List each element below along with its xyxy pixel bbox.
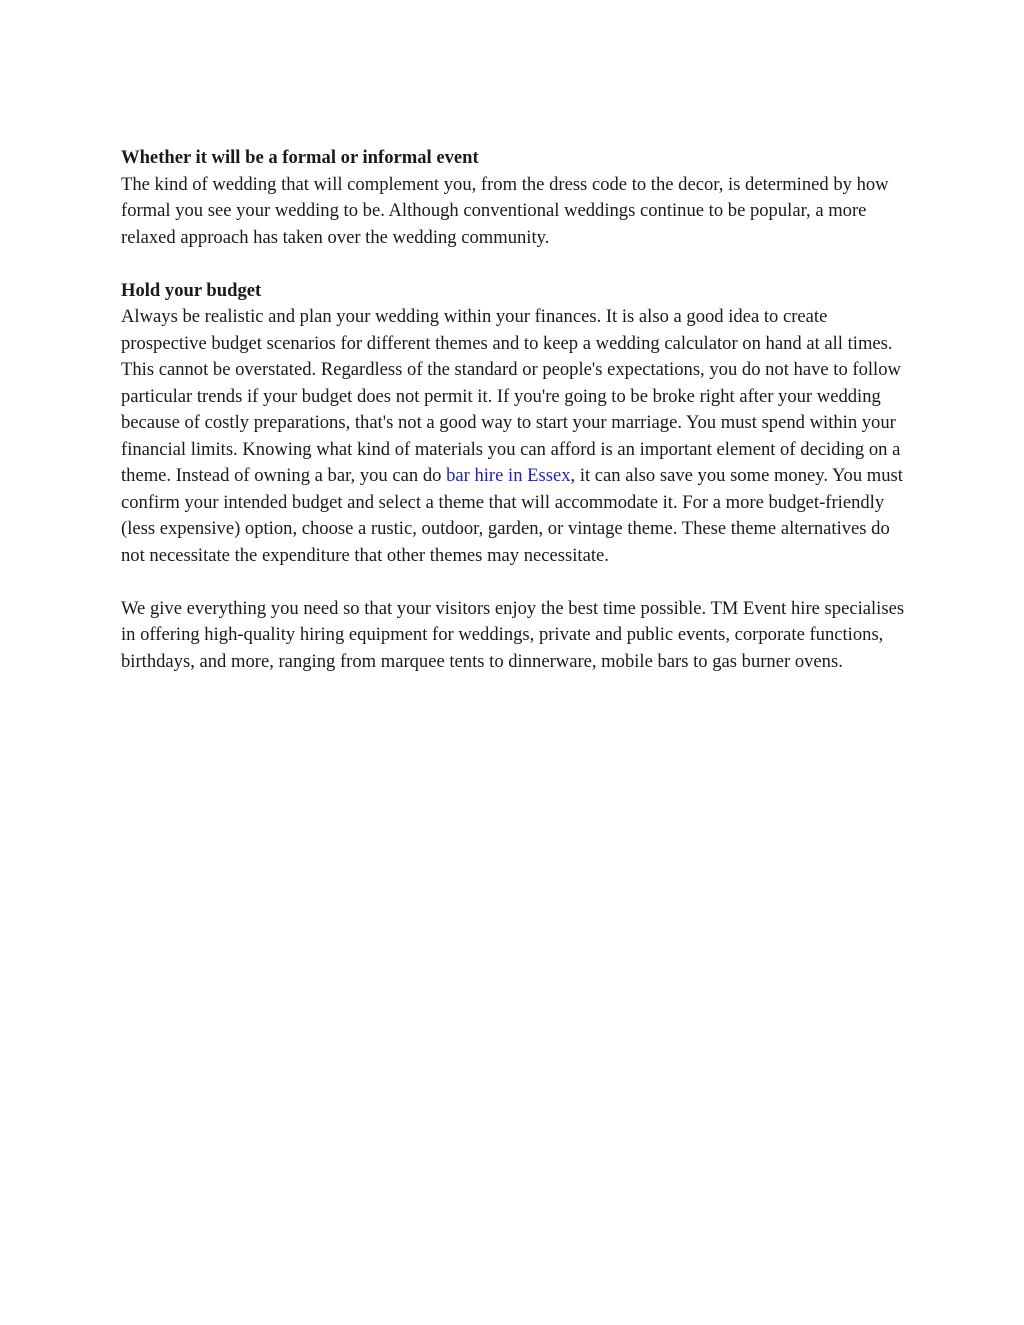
section-heading: Hold your budget	[121, 279, 262, 301]
section-formal-informal	[121, 145, 911, 251]
section-paragraph: The kind of wedding that will complement you, from the dress code to the decor, is determined by how formal you see your wedding to be. Although conventional weddings continue to be popular, a more relaxed approach has taken over the wedding community.	[121, 173, 889, 248]
document-page	[121, 145, 911, 702]
section-closing	[121, 596, 911, 676]
section-heading: Whether it will be a formal or informal event	[121, 147, 479, 168]
section-paragraph: We give everything you need so that your visitors enjoy the best time possible. TM Event hire specialises in offering high-quality hiring equipment for weddings, private and public events, corporate functions, birthdays, and more, ranging from marquee tents to dinnerware, mobile bars to gas burner ovens.	[121, 597, 905, 672]
bar-hire-essex-link[interactable]: bar hire in Essex	[446, 465, 571, 486]
section-hold-budget	[121, 278, 911, 570]
paragraph-text: Always be realistic and plan your wedding within your finances. It is also a good idea to create prospective budget scenarios for different themes and to keep a wedding calculator on hand at all times. This cannot be overstated. Regardless of the standard or people's expectations, you do not have to follow particular trends if your budget does not permit it. If you're going to be broke right after your wedding because of costly preparations, that's not a good way to start your marriage. You must spend within your financial limits. Knowing what kind of materials you can afford is an important element of deciding on a theme. Instead of owning a bar, you can do	[121, 306, 901, 486]
section-paragraph	[121, 304, 911, 569]
paragraph-text: , it can also save you some money. You must confirm your intended budget and select a theme that will accommodate it. For a more budget-friendly (less expensive) option, choose a rustic, outdoor, garden, or vintage theme. These theme alternatives do not necessitate the expenditure that other themes may necessitate.	[121, 465, 903, 566]
